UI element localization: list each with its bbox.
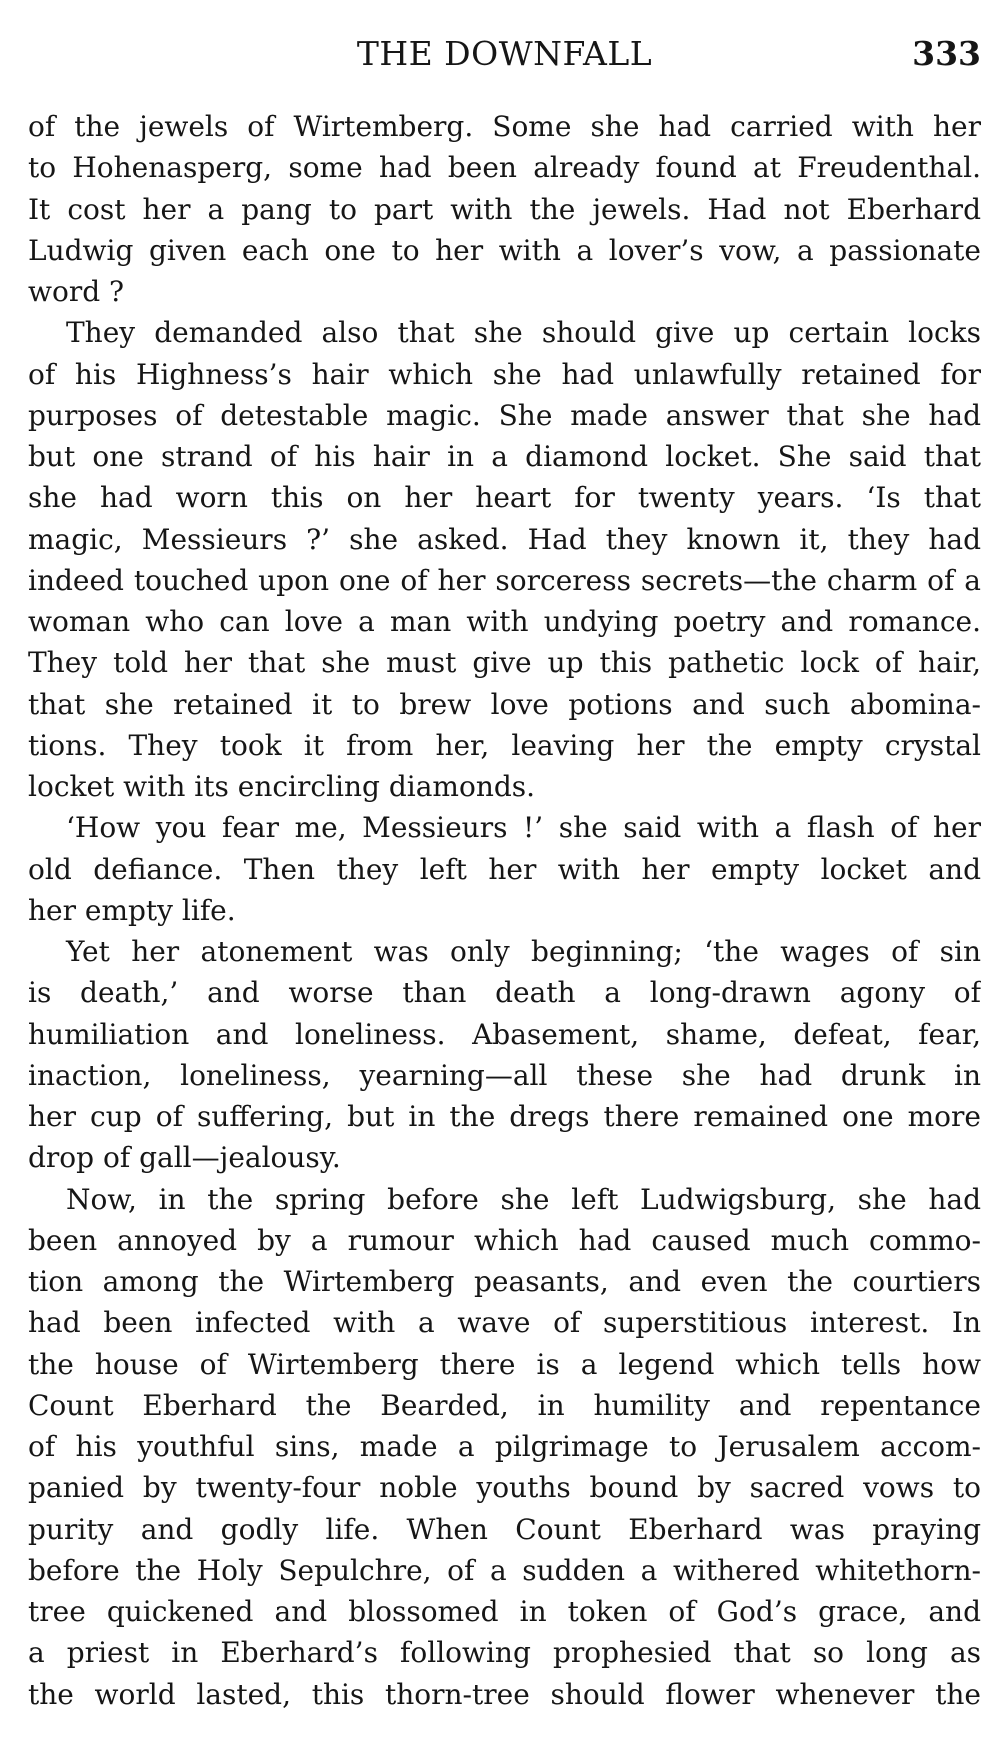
text-line: ‘How you fear me, Messieurs !’ she said with a flash of her — [66, 811, 981, 845]
body-text — [28, 106, 981, 1715]
text-line: locket with its encircling diamonds. — [28, 770, 536, 803]
text-line: word ? — [28, 275, 125, 308]
text-line: a priest in Eberhard’s following prophesied that so long as — [28, 1636, 981, 1670]
running-title: THE DOWNFALL — [356, 34, 653, 73]
text-line: purity and godly life. When Count Eberhard was praying — [28, 1512, 981, 1546]
text-line: purposes of detestable magic. She made answer that she had — [28, 398, 981, 432]
text-line: to Hohenasperg, some had been already found at Freudenthal. — [28, 151, 981, 185]
text-line: old defiance. Then they left her with her empty locket and — [28, 852, 981, 886]
text-line: been annoyed by a rumour which had caused much commo- — [28, 1223, 981, 1257]
text-line: her cup of suffering, but in the dregs there remained one more — [28, 1100, 981, 1133]
text-line: Count Eberhard the Bearded, in humility and repentance — [28, 1388, 981, 1422]
text-line: They told her that she must give up this pathetic lock of hair, — [28, 646, 981, 680]
text-line: tion among the Wirtemberg peasants, and even the courtiers — [28, 1265, 981, 1298]
text-line: tree quickened and blossomed in token of God’s grace, and — [28, 1595, 981, 1628]
page-number: 333 — [912, 34, 981, 73]
text-line: humiliation and loneliness. Abasement, shame, defeat, fear, — [28, 1017, 981, 1051]
running-head — [28, 31, 981, 77]
text-line: Yet her atonement was only beginning; ‘the wages of sin — [66, 935, 981, 968]
text-line: They demanded also that she should give up certain locks — [66, 316, 981, 350]
text-line: It cost her a pang to part with the jewels. Had not Eberhard — [28, 192, 981, 226]
text-line: of the jewels of Wirtemberg. Some she had carried with her — [28, 110, 981, 143]
text-line: Ludwig given each one to her with a lover’s vow, a passionate — [28, 233, 981, 267]
text-line: she had worn this on her heart for twenty years. ‘Is that — [28, 481, 981, 515]
text-line: magic, Messieurs ?’ she asked. Had they known it, they had — [28, 522, 981, 556]
text-line: inaction, loneliness, yearning—all these she had drunk in — [28, 1058, 981, 1092]
text-line: tions. They took it from her, leaving her the empty crystal — [28, 728, 981, 762]
text-line: before the Holy Sepulchre, of a sudden a withered whitethorn- — [28, 1553, 981, 1587]
text-line: panied by twenty-four noble youths bound by sacred vows to — [28, 1471, 981, 1505]
text-line: her empty life. — [28, 893, 236, 927]
text-line: but one strand of his hair in a diamond locket. She said that — [28, 440, 981, 473]
text-line: of his Highness’s hair which she had unlawfully retained for — [28, 357, 981, 391]
text-line: drop of gall—jealousy. — [28, 1141, 341, 1175]
text-line: Now, in the spring before she left Ludwigsburg, she had — [66, 1182, 981, 1216]
text-line: indeed touched upon one of her sorceress secrets—the charm of a — [28, 563, 981, 597]
text-line: is death,’ and worse than death a long-drawn agony of — [28, 976, 981, 1010]
text-line: of his youthful sins, made a pilgrimage to Jerusalem accom- — [28, 1430, 981, 1463]
text-line: the house of Wirtemberg there is a legend which tells how — [28, 1347, 981, 1381]
text-line: the world lasted, this thorn-tree should flower whenever the — [28, 1677, 981, 1711]
text-line: that she retained it to brew love potions and such abomina- — [28, 687, 981, 721]
text-line: had been infected with a wave of superstitious interest. In — [28, 1306, 981, 1340]
text-line: woman who can love a man with undying poetry and romance. — [28, 605, 981, 638]
